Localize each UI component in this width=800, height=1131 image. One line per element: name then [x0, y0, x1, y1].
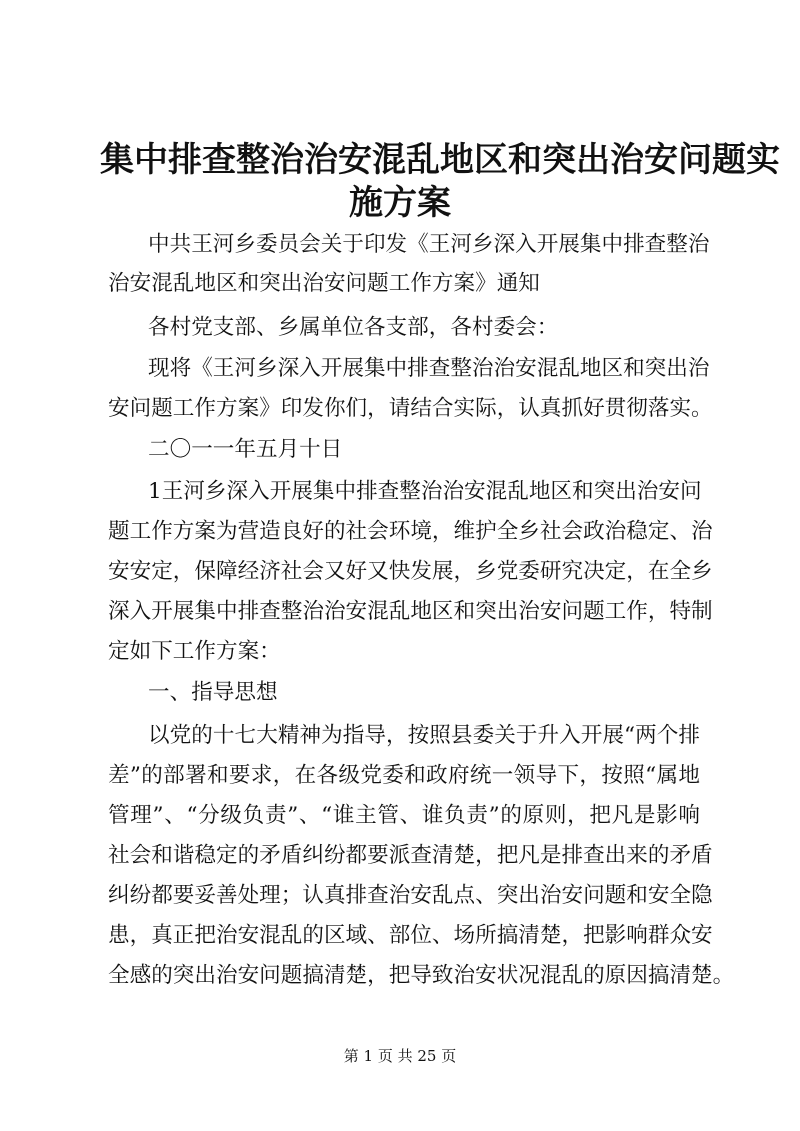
notice-body-line: 安问题工作方案》印发你们，请结合实际，认真抓好贯彻落实。 — [108, 396, 713, 421]
plan-intro-line: 深入开展集中排查整治治安混乱地区和突出治安问题工作，特制 — [108, 599, 713, 624]
plan-intro-line: 定如下工作方案： — [108, 639, 281, 664]
document-title-line-1: 集中排查整治治安混乱地区和突出治安问题实 — [100, 140, 780, 180]
notice-heading-line: 治安混乱地区和突出治安问题工作方案》通知 — [108, 271, 540, 296]
guiding-ideology-line: 患，真正把治安混乱的区域、部位、场所搞清楚，把影响群众安 — [108, 923, 713, 948]
notice-heading-line: 中共王河乡委员会关于印发《王河乡深入开展集中排查整治 — [148, 232, 710, 257]
guiding-ideology-line: 全感的突出治安问题搞清楚，把导致治安状况混乱的原因搞清楚。 — [108, 963, 735, 988]
guiding-ideology-line: 以党的十七大精神为指导，按照县委关于升入开展“两个排 — [148, 723, 700, 748]
plan-intro-line: 题工作方案为营造良好的社会环境，维护全乡社会政治稳定、治 — [108, 519, 713, 544]
notice-date-line: 二〇一一年五月十日 — [148, 437, 343, 462]
guiding-ideology-line: 纠纷都要妥善处理；认真排查治安乱点、突出治安问题和安全隐 — [108, 883, 713, 908]
document-title-line-2: 施方案 — [349, 183, 451, 223]
guiding-ideology-line: 社会和谐稳定的矛盾纠纷都要派查清楚，把凡是排查出来的矛盾 — [108, 843, 713, 868]
section-heading: 一、指导思想 — [148, 680, 278, 705]
plan-intro-line: 1王河乡深入开展集中排查整治治安混乱地区和突出治安问 — [148, 479, 702, 504]
guiding-ideology-line: 差”的部署和要求，在各级党委和政府统一领导下，按照“属地 — [108, 763, 700, 788]
page-footer: 第 1 页 共 25 页 — [343, 1047, 457, 1065]
plan-intro-line: 安安定，保障经济社会又好又快发展，乡党委研究决定，在全乡 — [108, 559, 713, 584]
notice-body-line: 现将《王河乡深入开展集中排查整治治安混乱地区和突出治 — [148, 356, 710, 381]
guiding-ideology-line: 管理”、“分级负责”、“谁主管、谁负责”的原则，把凡是影响 — [108, 803, 700, 828]
salutation-line: 各村党支部、乡属单位各支部，各村委会： — [148, 315, 559, 340]
